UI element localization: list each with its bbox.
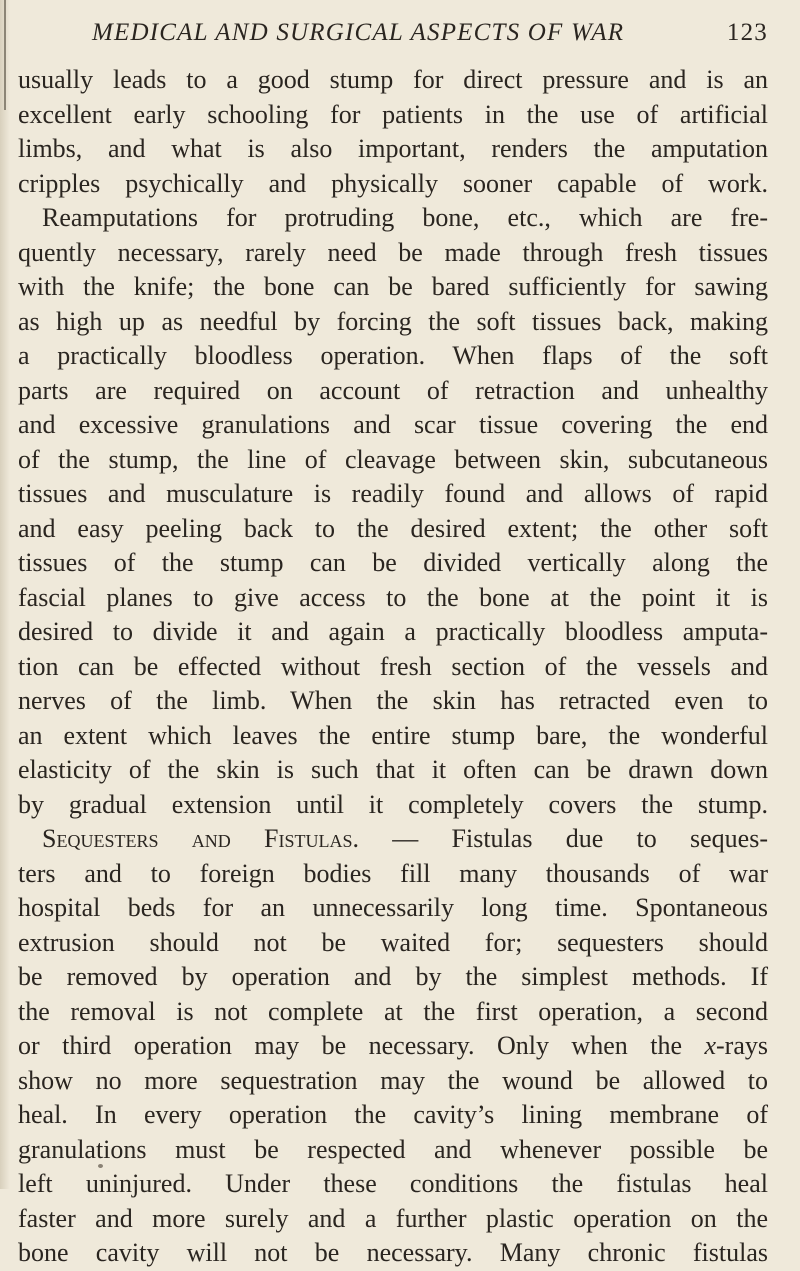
text-line: desired to divide it and again a practically bloodless amputa-	[18, 617, 768, 646]
xray-line	[18, 1029, 768, 1064]
section-heading: Sequesters and Fistulas.	[42, 824, 359, 853]
text-line: granulations must be respected and whenever possible be	[18, 1134, 768, 1164]
section-dash: —	[358, 824, 452, 853]
text-line: tissues and musculature is readily found and allows of rapid	[18, 479, 768, 508]
page-gutter-shadow	[0, 0, 10, 1189]
text-line: tissues of the stump can be divided vertically along the	[18, 548, 768, 577]
text-line: hospital beds for an unnecessarily long time. Spontaneous	[18, 893, 768, 922]
xray-italic: x	[704, 1031, 717, 1060]
text-line: and excessive granulations and scar tissue covering the end	[18, 410, 768, 439]
text-line: as high up as needful by forcing the soft tissues back, making	[18, 306, 768, 336]
text-line: an extent which leaves the entire stump bare, the wonderful	[18, 720, 768, 750]
xray-line-before: or third operation may be necessary. Only when the	[18, 1031, 705, 1060]
text-line: with the knife; the bone can be bared sufficiently for sawing	[18, 272, 768, 301]
page-header	[92, 16, 768, 50]
section-first-line-rest: Fistulas due to seques-	[451, 824, 768, 853]
page-number: 123	[726, 19, 768, 46]
text-line: tion can be effected without fresh section of the vessels and	[18, 651, 768, 681]
text-line: be removed by operation and by the simplest methods. If	[18, 962, 768, 991]
text-line: the removal is not complete at the first operation, a second	[18, 996, 768, 1026]
text-line: nerves of the limb. When the skin has retracted even to	[18, 686, 768, 715]
text-line: usually leads to a good stump for direct pressure and is an	[18, 65, 768, 94]
text-line: a practically bloodless operation. When flaps of the soft	[18, 341, 768, 370]
text-line: and easy peeling back to the desired extent; the other soft	[18, 513, 768, 543]
text-line: fascial planes to give access to the bone at the point it is	[18, 582, 768, 612]
text-line: quently necessary, rarely need be made through fresh tissues	[18, 237, 768, 267]
section-first-line	[18, 822, 768, 857]
xray-line-after: -rays	[716, 1031, 768, 1060]
binding-edge	[4, 0, 6, 110]
body-text	[18, 63, 768, 1271]
text-line: excellent early schooling for patients in the use of artificial	[18, 99, 768, 129]
text-line: bone cavity will not be necessary. Many chronic fistulas	[18, 1238, 768, 1267]
text-line: cripples psychically and physically sooner capable of work.	[18, 168, 768, 198]
text-line: by gradual extension until it completely covers the stump.	[18, 789, 768, 819]
text-line: Reamputations for protruding bone, etc., which are fre-	[42, 203, 768, 232]
text-line: limbs, and what is also important, renders the amputation	[18, 134, 768, 163]
text-line: of the stump, the line of cleavage between skin, subcutaneous	[18, 444, 768, 474]
text-line: left uninjured. Under these conditions the fistulas heal	[18, 1169, 768, 1198]
text-line: heal. In every operation the cavity’s lining membrane of	[18, 1100, 768, 1129]
text-line: extrusion should not be waited for; sequesters should	[18, 927, 768, 957]
text-line: elasticity of the skin is such that it often can be drawn down	[18, 755, 768, 784]
text-line: ters and to foreign bodies fill many thousands of war	[18, 858, 768, 888]
text-line: show no more sequestration may the wound be allowed to	[18, 1065, 768, 1095]
text-line: faster and more surely and a further plastic operation on the	[18, 1203, 768, 1233]
text-line: parts are required on account of retraction and unhealthy	[18, 375, 768, 405]
ink-speck	[98, 1164, 103, 1168]
running-title: MEDICAL AND SURGICAL ASPECTS OF WAR	[92, 19, 625, 46]
